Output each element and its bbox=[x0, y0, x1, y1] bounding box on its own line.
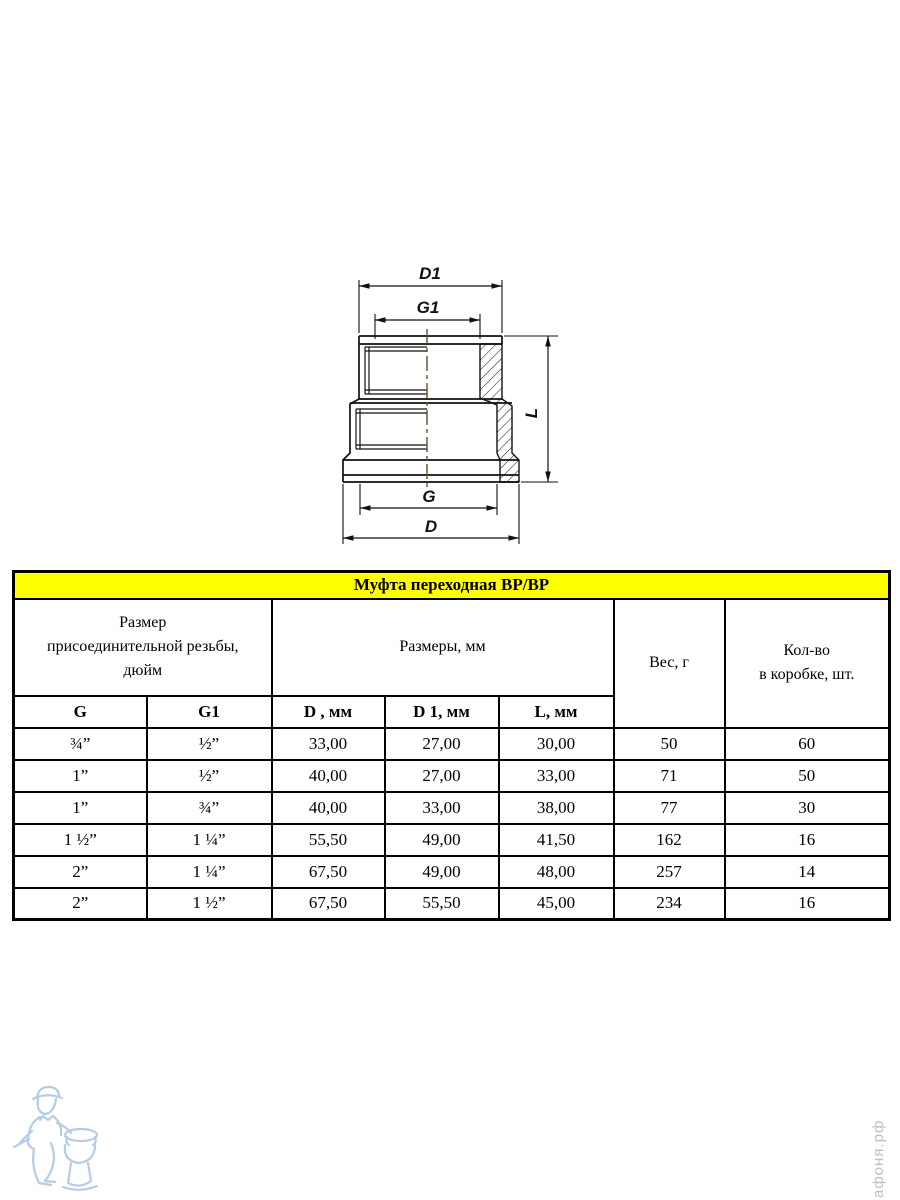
header-dimensions: Размеры, мм bbox=[272, 599, 614, 696]
table-cell: 67,50 bbox=[272, 888, 385, 920]
header-qty bbox=[725, 599, 890, 728]
table-cell: 1 ¼” bbox=[147, 856, 272, 888]
table-row bbox=[14, 856, 890, 888]
table-cell: ½” bbox=[147, 760, 272, 792]
table-cell: 49,00 bbox=[385, 824, 499, 856]
table-cell: 1 ½” bbox=[147, 888, 272, 920]
table-row bbox=[14, 728, 890, 760]
dim-label-g1: G1 bbox=[416, 298, 440, 317]
table-cell: 16 bbox=[725, 888, 890, 920]
table-row bbox=[14, 888, 890, 920]
table-cell: 38,00 bbox=[499, 792, 614, 824]
table-cell: 1” bbox=[14, 792, 147, 824]
table-cell: 30 bbox=[725, 792, 890, 824]
header-line: Размер bbox=[119, 614, 167, 631]
table-header-row bbox=[14, 599, 890, 696]
plumber-logo-watermark bbox=[6, 1082, 124, 1200]
table-cell: 1 ¼” bbox=[147, 824, 272, 856]
thread-lines bbox=[356, 347, 427, 449]
header-weight: Вес, г bbox=[614, 599, 725, 728]
table-cell: ¾” bbox=[147, 792, 272, 824]
spec-table bbox=[12, 570, 891, 921]
table-cell: 71 bbox=[614, 760, 725, 792]
subheader-d: D , мм bbox=[272, 696, 385, 728]
header-thread-size bbox=[14, 599, 272, 696]
table-cell: 45,00 bbox=[499, 888, 614, 920]
header-line: в коробке, шт. bbox=[759, 666, 855, 683]
table-cell: 48,00 bbox=[499, 856, 614, 888]
dim-label-l: L bbox=[522, 407, 541, 419]
table-cell: 40,00 bbox=[272, 760, 385, 792]
table-cell: 162 bbox=[614, 824, 725, 856]
table-cell: 1” bbox=[14, 760, 147, 792]
header-line: дюйм bbox=[123, 662, 163, 679]
table-cell: 27,00 bbox=[385, 760, 499, 792]
table-cell: 2” bbox=[14, 888, 147, 920]
subheader-g: G bbox=[14, 696, 147, 728]
table-cell: 1 ½” bbox=[14, 824, 147, 856]
header-line: Кол-во bbox=[783, 642, 830, 659]
table-row bbox=[14, 824, 890, 856]
site-watermark-text: афоня.рф bbox=[870, 1119, 887, 1198]
dim-label-d1: D1 bbox=[419, 264, 441, 283]
table-cell: ¾” bbox=[14, 728, 147, 760]
table-cell: 33,00 bbox=[499, 760, 614, 792]
subheader-d1: D 1, мм bbox=[385, 696, 499, 728]
technical-drawing bbox=[280, 253, 600, 553]
table-cell: 41,50 bbox=[499, 824, 614, 856]
table-row bbox=[14, 792, 890, 824]
dim-label-d: D bbox=[424, 517, 438, 536]
table-cell: 234 bbox=[614, 888, 725, 920]
table-row bbox=[14, 760, 890, 792]
table-cell: ½” bbox=[147, 728, 272, 760]
header-line: присоединительной резьбы, bbox=[47, 638, 239, 655]
dim-label-g: G bbox=[422, 487, 436, 506]
table-cell: 55,50 bbox=[385, 888, 499, 920]
section-hatch bbox=[480, 344, 519, 482]
table-cell: 60 bbox=[725, 728, 890, 760]
table-cell: 16 bbox=[725, 824, 890, 856]
table-title: Муфта переходная ВР/ВР bbox=[14, 572, 890, 599]
table-cell: 2” bbox=[14, 856, 147, 888]
table-title-row bbox=[14, 572, 890, 599]
table-cell: 30,00 bbox=[499, 728, 614, 760]
table-cell: 33,00 bbox=[385, 792, 499, 824]
table-cell: 77 bbox=[614, 792, 725, 824]
table-cell: 67,50 bbox=[272, 856, 385, 888]
table-cell: 55,50 bbox=[272, 824, 385, 856]
table-cell: 50 bbox=[725, 760, 890, 792]
table-cell: 257 bbox=[614, 856, 725, 888]
table-cell: 49,00 bbox=[385, 856, 499, 888]
table-cell: 40,00 bbox=[272, 792, 385, 824]
subheader-l: L, мм bbox=[499, 696, 614, 728]
table-cell: 33,00 bbox=[272, 728, 385, 760]
table-cell: 50 bbox=[614, 728, 725, 760]
dimension-lines bbox=[343, 286, 548, 538]
table-cell: 27,00 bbox=[385, 728, 499, 760]
table-cell: 14 bbox=[725, 856, 890, 888]
subheader-g1: G1 bbox=[147, 696, 272, 728]
